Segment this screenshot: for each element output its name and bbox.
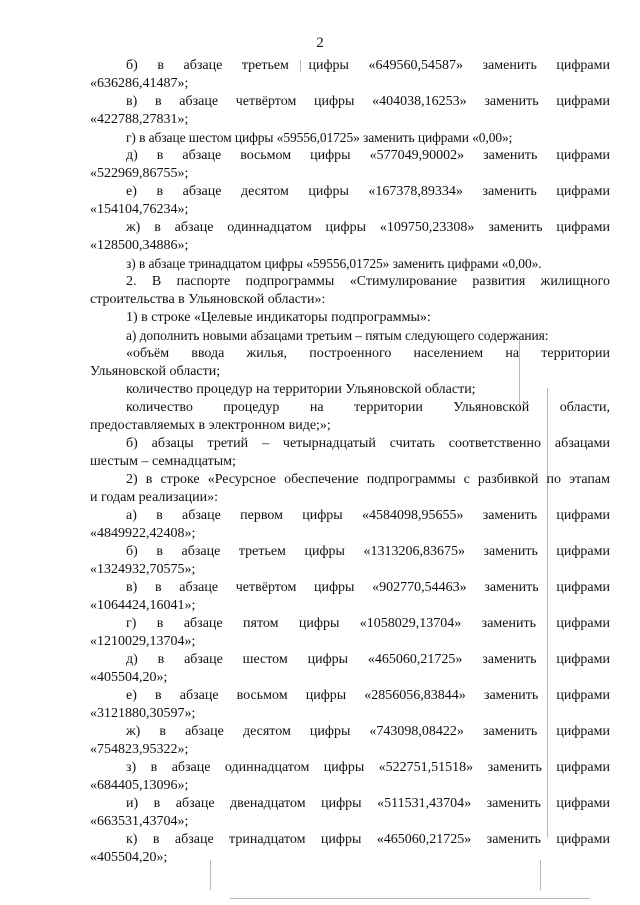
document-line: з) в абзаце тринадцатом цифры «59556,01725» заменить цифрами «0,00».: [126, 256, 542, 271]
document-line: а) в абзаце первом цифры «4584098,95655» заменить цифрами: [126, 508, 610, 523]
document-line: и) в абзаце двенадцатом цифры «511531,43704» заменить цифрами: [126, 796, 610, 811]
document-line: «636286,41487»;: [90, 76, 189, 91]
document-line: б) в абзаце третьем цифры «649560,54587» заменить цифрами: [126, 58, 610, 73]
document-line: 1) в строке «Целевые индикаторы подпрограммы»:: [126, 310, 431, 325]
document-line: шестым – семнадцатым;: [90, 454, 236, 469]
document-line: «522969,86755»;: [90, 166, 189, 181]
document-line: г) в абзаце шестом цифры «59556,01725» заменить цифрами «0,00»;: [126, 130, 513, 145]
document-line: и годам реализации»:: [90, 490, 218, 505]
document-line: е) в абзаце восьмом цифры «2856056,83844» заменить цифрами: [126, 688, 610, 703]
document-line: в) в абзаце четвёртом цифры «404038,16253» заменить цифрами: [126, 94, 610, 109]
page-number: 2: [316, 35, 324, 51]
document-line: «754823,95322»;: [90, 742, 189, 757]
document-line: «1324932,70575»;: [90, 562, 196, 577]
document-line: д) в абзаце восьмом цифры «577049,90002» заменить цифрами: [126, 148, 610, 163]
document-line: д) в абзаце шестом цифры «465060,21725» заменить цифрами: [126, 652, 610, 667]
document-line: з) в абзаце одиннадцатом цифры «522751,51518» заменить цифрами: [126, 760, 610, 775]
scan-artifact-line: [230, 898, 590, 899]
document-line: «4849922,42408»;: [90, 526, 196, 541]
document-body: [90, 57, 610, 867]
document-line: предоставляемых в электронном виде;»;: [90, 418, 331, 433]
document-line: количество процедур на территории Ульяновской области;: [126, 382, 476, 397]
document-line: «684405,13096»;: [90, 778, 189, 793]
document-line: Ульяновской области;: [90, 364, 221, 379]
document-line: «422788,27831»;: [90, 112, 189, 127]
document-line: «1064424,16041»;: [90, 598, 196, 613]
document-line: 2) в строке «Ресурсное обеспечение подпрограммы с разбивкой по этапам: [126, 472, 610, 487]
document-line: «1210029,13704»;: [90, 634, 196, 649]
document-line: ж) в абзаце десятом цифры «743098,08422» заменить цифрами: [126, 724, 610, 739]
document-line: в) в абзаце четвёртом цифры «902770,54463» заменить цифрами: [126, 580, 610, 595]
document-line: «объём ввода жилья, построенного населением на территории: [126, 346, 610, 361]
document-line: б) в абзаце третьем цифры «1313206,83675» заменить цифрами: [126, 544, 610, 559]
document-line: «405504,20»;: [90, 850, 168, 865]
document-line: е) в абзаце десятом цифры «167378,89334» заменить цифрами: [126, 184, 610, 199]
document-line: «154104,76234»;: [90, 202, 189, 217]
document-line: а) дополнить новыми абзацами третьим – пятым следующего содержания:: [126, 328, 549, 343]
document-line: 2. В паспорте подпрограммы «Стимулирование развития жилищного: [126, 274, 610, 289]
document-line: «3121880,30597»;: [90, 706, 196, 721]
document-line: «405504,20»;: [90, 670, 168, 685]
document-line: «128500,34886»;: [90, 238, 189, 253]
document-line: количество процедур на территории Ульяновской области,: [126, 400, 610, 415]
document-line: г) в абзаце пятом цифры «1058029,13704» заменить цифрами: [126, 616, 610, 631]
document-line: к) в абзаце тринадцатом цифры «465060,21725» заменить цифрами: [126, 832, 610, 847]
document-line: б) абзацы третий – четырнадцатый считать соответственно абзацами: [126, 436, 610, 451]
document-line: ж) в абзаце одиннадцатом цифры «109750,23308» заменить цифрами: [126, 220, 610, 235]
document-line: строительства в Ульяновской области»:: [90, 292, 326, 307]
document-line: «663531,43704»;: [90, 814, 189, 829]
